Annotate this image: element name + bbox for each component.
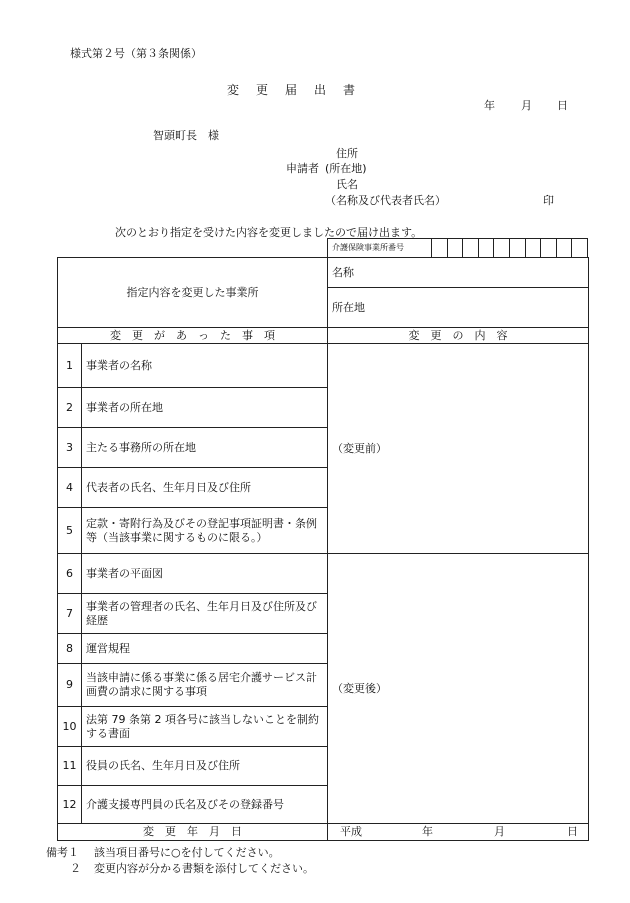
items-column-header: 変 更 が あ っ た 事 項: [58, 328, 328, 344]
item-number[interactable]: 1: [58, 344, 82, 388]
office-address-field[interactable]: 所在地: [328, 288, 589, 328]
insurance-digit-cell[interactable]: [463, 239, 479, 257]
content-column-header: 変 更 の 内 容: [328, 328, 589, 344]
item-number[interactable]: 9: [58, 664, 82, 707]
item-number[interactable]: 12: [58, 786, 82, 824]
insurance-digit-cell[interactable]: [479, 239, 495, 257]
addressee: 智頭町長 様: [153, 129, 219, 142]
change-date-era: 平成: [340, 824, 362, 838]
item-label: 代表者の氏名、生年月日及び住所: [82, 468, 328, 508]
change-date-field[interactable]: [328, 824, 589, 841]
name-label: 氏名: [336, 178, 358, 191]
note-2-number: ２: [70, 862, 81, 875]
note-2: 変更内容が分かる書類を添付してください。: [94, 862, 314, 875]
intro-text: 次のとおり指定を受けた内容を変更しましたので届け出ます。: [115, 226, 423, 239]
insurance-digit-cell[interactable]: [526, 239, 542, 257]
change-date-day: 日: [567, 824, 578, 838]
item-number[interactable]: 3: [58, 428, 82, 468]
address-sub-label: (所在地): [325, 162, 367, 175]
document-title: 変 更 届 出 書: [227, 83, 362, 97]
item-label: 事業者の所在地: [82, 388, 328, 428]
item-label: 運営規程: [82, 634, 328, 664]
insurance-digit-cell[interactable]: [494, 239, 510, 257]
item-number[interactable]: 5: [58, 508, 82, 554]
item-number[interactable]: 10: [58, 707, 82, 747]
office-name-field[interactable]: 名称: [328, 258, 589, 288]
insurance-number-box: [327, 238, 588, 257]
applicant-label: 申請者: [286, 162, 319, 175]
change-form-table: [57, 257, 589, 841]
item-number[interactable]: 7: [58, 594, 82, 634]
change-date-month: 月: [494, 824, 505, 838]
item-number[interactable]: 11: [58, 747, 82, 786]
item-number[interactable]: 2: [58, 388, 82, 428]
item-label: 事業者の管理者の氏名、生年月日及び住所及び経歴: [82, 594, 328, 634]
item-number[interactable]: 4: [58, 468, 82, 508]
insurance-digit-cell[interactable]: [510, 239, 526, 257]
item-label: 定款・寄附行為及びその登記事項証明書・条例等（当該事業に関するものに限る。）: [82, 508, 328, 554]
insurance-digit-cell[interactable]: [432, 239, 448, 257]
item-number[interactable]: 8: [58, 634, 82, 664]
notes-prefix: 備考１: [46, 846, 79, 859]
after-change-field[interactable]: （変更後）: [328, 554, 589, 824]
insurance-digit-cell[interactable]: [557, 239, 573, 257]
change-date-label: 変 更 年 月 日: [58, 824, 328, 841]
insurance-digit-cell[interactable]: [448, 239, 464, 257]
item-label: 事業者の名称: [82, 344, 328, 388]
name-sub-label: （名称及び代表者氏名）: [325, 194, 446, 207]
item-label: 法第 79 条第 2 項各号に該当しないことを制約する書面: [82, 707, 328, 747]
item-label: 介護支援専門員の氏名及びその登録番号: [82, 786, 328, 824]
item-label: 役員の氏名、生年月日及び住所: [82, 747, 328, 786]
insurance-number-label: 介護保険事業所番号: [328, 239, 432, 257]
note-1: 該当項目番号に○を付してください。: [94, 846, 280, 859]
insurance-digit-cell[interactable]: [541, 239, 557, 257]
date-month: 月: [521, 99, 532, 112]
insurance-digit-cell[interactable]: [572, 239, 587, 257]
office-label: 指定内容を変更した事業所: [58, 258, 328, 328]
item-label: 当該申請に係る事業に係る居宅介護サービス計画費の請求に関する事項: [82, 664, 328, 707]
seal-mark: 印: [543, 194, 554, 207]
date-day: 日: [557, 99, 568, 112]
change-date-year: 年: [422, 824, 433, 838]
item-number[interactable]: 6: [58, 554, 82, 594]
item-label: 事業者の平面図: [82, 554, 328, 594]
item-label: 主たる事務所の所在地: [82, 428, 328, 468]
address-label: 住所: [336, 147, 358, 160]
form-number: 様式第２号（第３条関係）: [70, 47, 202, 60]
before-change-field[interactable]: （変更前）: [328, 344, 589, 554]
date-year: 年: [484, 99, 495, 112]
